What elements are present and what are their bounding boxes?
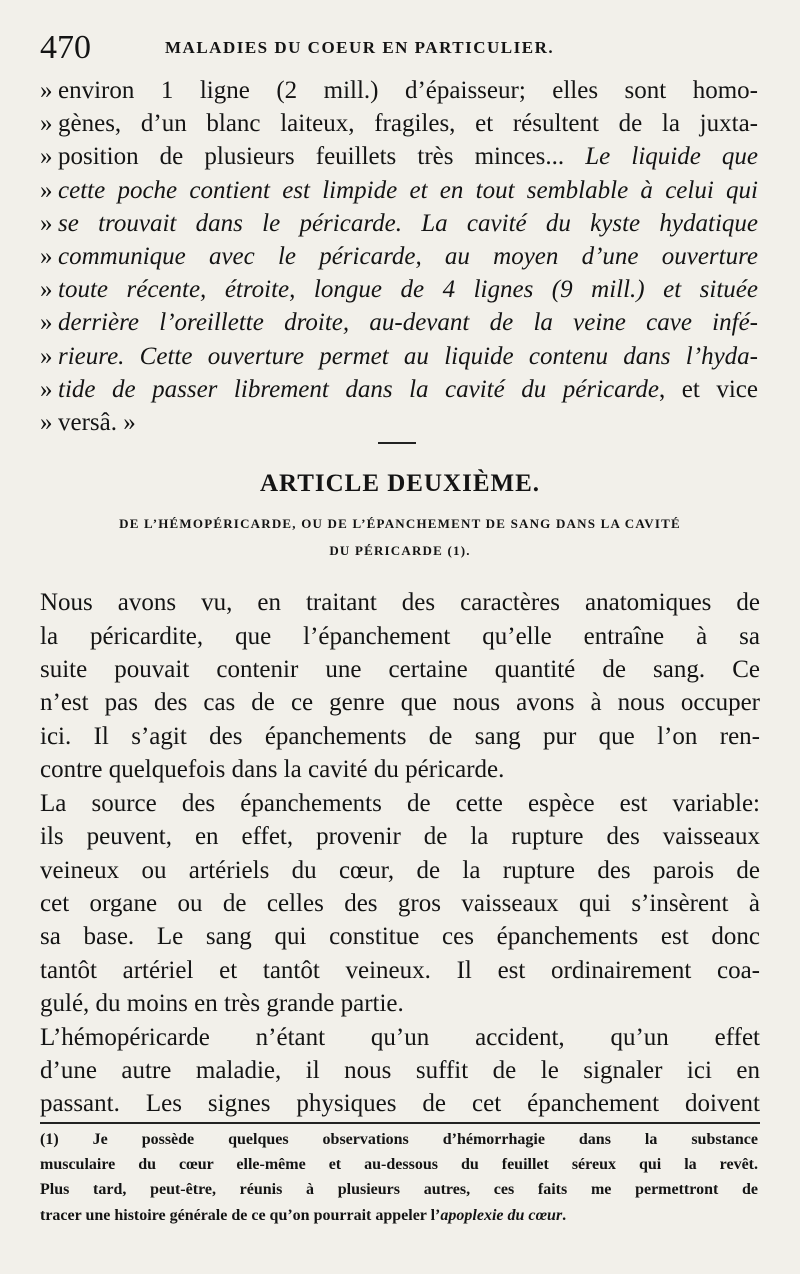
guillemet-mark: »: [40, 342, 53, 370]
quote-line: [40, 176, 758, 206]
quote-line-text: [58, 109, 758, 139]
guillemet-mark: »: [40, 409, 53, 436]
footnote-italic-term: apoplexie du cœur: [440, 1207, 563, 1224]
footnote-line-2: musculaire du cœur elle-même et au-dessous du feuillet séreux qui la revêt.: [40, 1156, 758, 1173]
paragraph-line: la péricardite, que l’épanchement qu’elle entraîne à sa: [40, 623, 760, 650]
quote-line: [40, 109, 758, 139]
guillemet-mark: »: [40, 176, 53, 204]
footnote-end: .: [562, 1207, 567, 1224]
paragraph-line: passant. Les signes physiques de cet épanchement doivent: [40, 1090, 760, 1117]
italic-segment: se trouvait dans le péricarde. La cavité du kyste hydatique: [58, 209, 758, 237]
quote-line-text: [58, 176, 758, 206]
italic-segment: cette poche contient est limpide et en tout semblable à celui qui: [58, 176, 758, 204]
paragraph-line: gulé, du moins en très grande partie.: [40, 990, 404, 1017]
guillemet-mark: »: [40, 110, 53, 138]
article-subtitle-line-1: DE L’HÉMOPÉRICARDE, OU DE L’ÉPANCHEMENT DE SANG DANS LA CAVITÉ: [119, 516, 681, 531]
section-divider: [378, 442, 416, 444]
paragraph-line: contre quelquefois dans la cavité du péricarde.: [40, 756, 505, 783]
paragraph-line: ils peuvent, en effet, provenir de la rupture des vaisseaux: [40, 823, 760, 850]
quote-line: [40, 76, 758, 106]
paragraph-line: L’hémopéricarde n’étant qu’un accident, qu’un effet: [40, 1024, 760, 1051]
paragraph-line: veineux ou artériels du cœur, de la rupture des parois de: [40, 857, 760, 884]
quote-line-text: [58, 408, 758, 438]
quote-line-text: [58, 142, 758, 172]
quote-line: [40, 209, 758, 239]
italic-segment: toute récente, étroite, longue de 4 lignes (9 mill.) et située: [58, 276, 758, 304]
paragraph-line: Nous avons vu, en traitant des caractères anatomiques de: [40, 589, 760, 616]
quote-line: [40, 408, 758, 438]
quote-line: [40, 242, 758, 272]
guillemet-mark: »: [40, 243, 53, 270]
article-title: ARTICLE DEUXIÈME.: [259, 470, 541, 497]
footnote-line-3: Plus tard, peut-être, réunis à plusieurs autres, ces faits me permettront de: [40, 1181, 758, 1198]
paragraph-line: sa base. Le sang qui constitue ces épanchements est donc: [40, 923, 760, 950]
running-head: MALADIES DU COEUR EN PARTICULIER.: [165, 38, 555, 57]
page-header: [40, 28, 760, 68]
quote-line-text: [58, 308, 758, 338]
paragraph-line: ici. Il s’agit des épanchements de sang pur que l’on ren-: [40, 723, 760, 750]
italic-segment: derrière l’oreillette droite, au-devant de la veine cave infé-: [58, 309, 758, 337]
guillemet-mark: »: [40, 375, 53, 403]
guillemet-mark: »: [40, 276, 53, 304]
quote-line-text: [58, 342, 758, 372]
quote-line: [40, 342, 758, 372]
guillemet-mark: »: [40, 309, 53, 337]
quote-line: [40, 275, 758, 305]
quote-line-text: [58, 375, 758, 405]
roman-segment: environ 1 ligne (2 mill.) d’épaisseur; elles sont homo-: [58, 77, 758, 104]
quote-line-text: [58, 275, 758, 305]
page-number: 470: [40, 29, 91, 66]
paragraph-line: La source des épanchements de cette espèce est variable:: [40, 790, 760, 817]
quote-line: [40, 142, 758, 172]
guillemet-mark: »: [40, 209, 53, 237]
footnote-divider: [40, 1122, 760, 1124]
article-subtitle-line-2: DU PÉRICARDE (1).: [329, 543, 471, 558]
roman-segment: , et vice: [659, 375, 758, 403]
italic-segment: communique avec le péricarde, au moyen d’une ouverture: [58, 243, 758, 270]
quote-line-text: [58, 242, 758, 272]
quote-line-text: [58, 76, 758, 106]
quote-line: [40, 375, 758, 405]
italic-segment: tide de passer librement dans la cavité du péricarde: [58, 375, 660, 403]
paragraph-line: n’est pas des cas de ce genre que nous avons à nous occuper: [40, 689, 760, 716]
paragraph-line: tantôt artériel et tantôt veineux. Il est ordinairement coa-: [40, 957, 760, 984]
quote-line: [40, 308, 758, 338]
roman-segment: gènes, d’un blanc laiteux, fragiles, et résultent de la juxta-: [58, 110, 758, 138]
paragraph-line: suite pouvait contenir une certaine quantité de sang. Ce: [40, 656, 760, 683]
footnote-line-4-text: tracer une histoire générale de ce qu’on pourrait appeler l’: [40, 1207, 441, 1224]
paragraph-line: cet organe ou de celles des gros vaisseaux qui s’insèrent à: [40, 890, 760, 917]
paragraph-line: d’une autre maladie, il nous suffit de le signaler ici en: [40, 1057, 760, 1084]
roman-segment: position de plusieurs feuillets très minces...: [58, 143, 586, 171]
guillemet-mark: »: [40, 77, 53, 104]
quote-line-text: [58, 209, 758, 239]
roman-segment: versâ. »: [58, 409, 136, 436]
footnote-line-4: [40, 1204, 758, 1228]
guillemet-mark: »: [40, 143, 53, 171]
italic-segment: Le liquide que: [585, 143, 759, 171]
footnote-line-1: (1) Je possède quelques observations d’hémorrhagie dans la substance: [40, 1131, 758, 1148]
italic-segment: rieure. Cette ouverture permet au liquide contenu dans l’hyda-: [58, 342, 758, 370]
